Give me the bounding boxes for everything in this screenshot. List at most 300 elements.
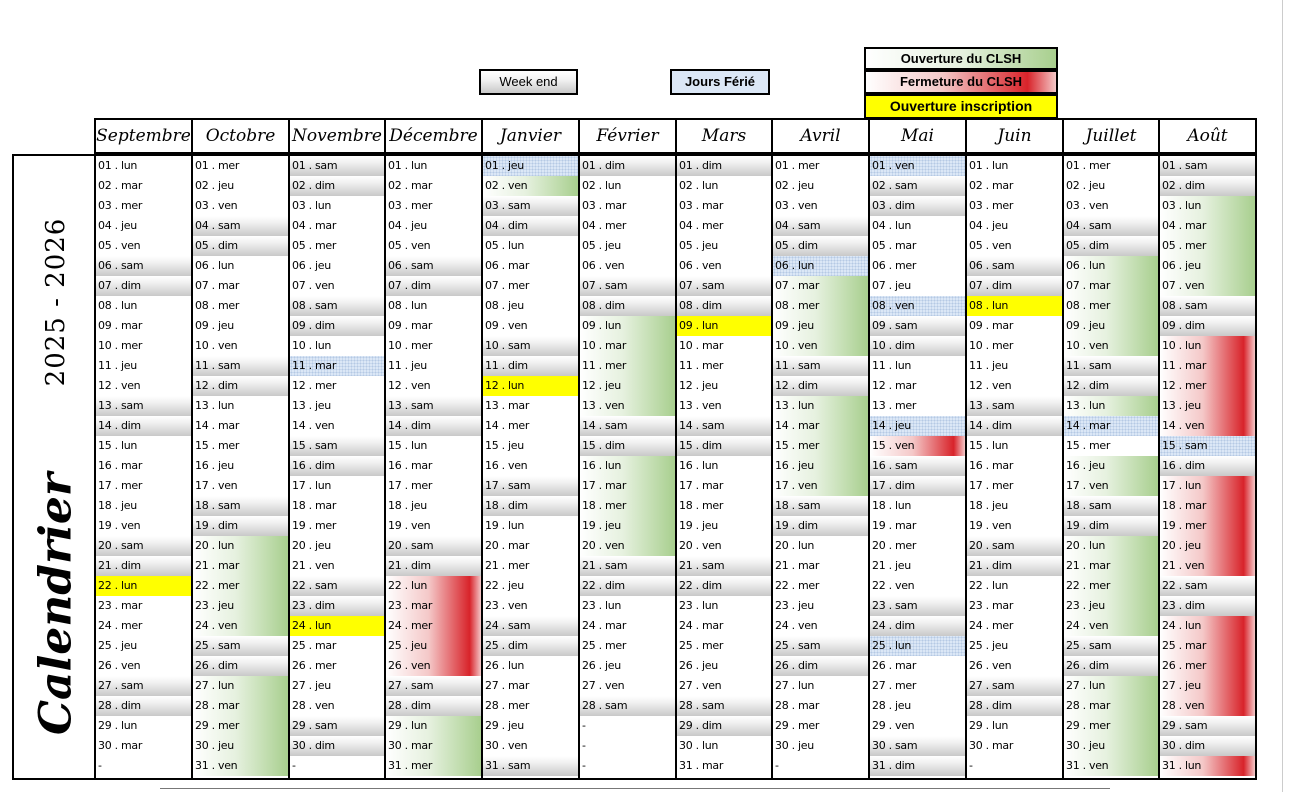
day-cell: 28 . dim <box>386 696 481 716</box>
day-cell: 22 . ven <box>872 579 915 592</box>
day-cell: 21 . mar <box>193 556 288 576</box>
day-cell: 20 . lun <box>193 536 288 556</box>
day-cell: 03 . mer <box>388 199 433 212</box>
day-cell: 28 . sam <box>580 696 675 716</box>
day-cell: 29 . dim <box>677 716 771 736</box>
day-cell: 26 . dim <box>193 656 288 676</box>
day-cell: 28 . ven <box>292 699 335 712</box>
day-cell: 26 . lun <box>485 659 525 672</box>
day-cell: 09 . jeu <box>773 316 868 336</box>
day-cell: 13 . jeu <box>292 399 331 412</box>
empty-day-cell: - <box>775 759 779 772</box>
day-cell: 24 . lun <box>1160 616 1255 636</box>
day-cell: 26 . mer <box>1160 656 1255 676</box>
day-cell: 02 . dim <box>290 176 384 196</box>
day-cell: 17 . dim <box>870 476 965 496</box>
month-column <box>481 154 580 780</box>
day-cell: 08 . lun <box>98 299 138 312</box>
day-cell: 01 . lun <box>388 159 428 172</box>
month-header: Novembre <box>288 118 386 154</box>
day-cell: 25 . mar <box>1160 636 1255 656</box>
day-cell: 04 . mer <box>582 219 627 232</box>
day-cell: 23 . dim <box>1160 596 1255 616</box>
day-cell: 20 . mer <box>872 539 917 552</box>
day-cell: 24 . sam <box>483 616 578 636</box>
day-cell: 18 . sam <box>193 496 288 516</box>
day-cell: 14 . mar <box>1064 416 1158 436</box>
day-cell: 23 . mar <box>386 596 481 616</box>
day-cell: 05 . ven <box>388 239 431 252</box>
day-cell: 21 . sam <box>677 556 771 576</box>
day-cell: 02 . jeu <box>1066 179 1105 192</box>
day-cell: 22 . dim <box>677 576 771 596</box>
day-cell: 20 . lun <box>775 539 815 552</box>
day-cell: 21 . ven <box>1160 556 1255 576</box>
day-cell: 17 . mer <box>388 479 433 492</box>
day-cell: 13 . jeu <box>1160 396 1255 416</box>
day-cell: 09 . lun <box>580 316 675 336</box>
day-cell: 11 . sam <box>193 356 288 376</box>
day-cell: 22 . sam <box>1160 576 1255 596</box>
day-cell: 07 . sam <box>580 276 675 296</box>
day-cell: 13 . lun <box>773 396 868 416</box>
day-cell: 30 . ven <box>485 739 528 752</box>
day-cell: 14 . dim <box>96 416 191 436</box>
day-cell: 16 . jeu <box>195 459 234 472</box>
month-column <box>384 154 483 780</box>
day-cell: 18 . jeu <box>98 499 137 512</box>
day-cell: 05 . jeu <box>582 239 621 252</box>
day-cell: 24 . mar <box>582 619 627 632</box>
day-cell: 23 . mar <box>969 599 1014 612</box>
day-cell: 28 . mar <box>1064 696 1158 716</box>
day-cell: 02 . mar <box>388 179 433 192</box>
day-cell: 18 . mer <box>679 499 724 512</box>
day-cell: 11 . mer <box>580 356 675 376</box>
day-cell: 15 . sam <box>1160 436 1255 456</box>
legend-closed-label: Fermeture du CLSH <box>899 74 1023 89</box>
day-cell: 17 . mar <box>580 476 675 496</box>
day-cell: 03 . mar <box>679 199 724 212</box>
day-cell: 18 . dim <box>483 496 578 516</box>
day-cell: 02 . mar <box>98 179 143 192</box>
day-cell: 26 . jeu <box>582 659 621 672</box>
day-cell: 14 . dim <box>967 416 1062 436</box>
day-cell: 12 . ven <box>98 379 141 392</box>
day-cell: 02 . lun <box>582 179 622 192</box>
legend-holiday-label: Jours Férié <box>684 74 756 89</box>
day-cell: 10 . mar <box>580 336 675 356</box>
day-cell: 11 . jeu <box>969 359 1008 372</box>
day-cell: 17 . ven <box>773 476 868 496</box>
month-header: Février <box>578 118 677 154</box>
day-cell: 17 . mer <box>98 479 143 492</box>
day-cell: 26 . dim <box>773 656 868 676</box>
day-cell: 15 . dim <box>677 436 771 456</box>
day-cell: 28 . mar <box>193 696 288 716</box>
day-cell: 08 . lun <box>388 299 428 312</box>
day-cell: 19 . mer <box>292 519 337 532</box>
day-cell: 29 . lun <box>969 719 1009 732</box>
day-cell: 07 . sam <box>677 276 771 296</box>
day-cell: 25 . dim <box>483 636 578 656</box>
empty-day-cell: - <box>582 739 586 752</box>
day-cell: 11 . jeu <box>388 359 427 372</box>
day-cell: 24 . mer <box>98 619 143 632</box>
day-cell: 19 . ven <box>388 519 431 532</box>
day-cell: 15 . lun <box>98 439 138 452</box>
day-cell: 14 . ven <box>292 419 335 432</box>
day-cell: 04 . dim <box>483 216 578 236</box>
day-cell: 04 . jeu <box>388 219 427 232</box>
day-cell: 05 . mar <box>872 239 917 252</box>
month-header: Octobre <box>191 118 290 154</box>
day-cell: 09 . lun <box>677 316 771 336</box>
day-cell: 26 . ven <box>386 656 481 676</box>
day-cell: 27 . jeu <box>292 679 331 692</box>
day-cell: 26 . ven <box>969 659 1012 672</box>
day-cell: 30 . lun <box>679 739 719 752</box>
month-column <box>1158 154 1257 780</box>
empty-day-cell: - <box>582 759 586 772</box>
day-cell: 01 . sam <box>1160 156 1255 176</box>
day-cell: 12 . mar <box>872 379 917 392</box>
day-cell: 06 . jeu <box>1160 256 1255 276</box>
month-header: Juin <box>965 118 1064 154</box>
day-cell: 28 . ven <box>1160 696 1255 716</box>
day-cell: 26 . dim <box>1064 656 1158 676</box>
day-cell: 12 . jeu <box>580 376 675 396</box>
day-cell: 20 . ven <box>580 536 675 556</box>
day-cell: 18 . mar <box>292 499 337 512</box>
day-cell: 20 . ven <box>679 539 722 552</box>
day-cell: 22 . jeu <box>485 579 524 592</box>
day-cell: 27 . sam <box>386 676 481 696</box>
day-cell: 27 . sam <box>96 676 191 696</box>
day-cell: 26 . jeu <box>679 659 718 672</box>
day-cell: 23 . jeu <box>775 599 814 612</box>
empty-day-cell: - <box>582 719 586 732</box>
day-cell: 05 . dim <box>1064 236 1158 256</box>
day-cell: 21 . dim <box>386 556 481 576</box>
day-cell: 14 . mar <box>773 416 868 436</box>
day-cell: 12 . dim <box>773 376 868 396</box>
day-cell: 10 . mer <box>98 339 143 352</box>
day-cell: 14 . dim <box>386 416 481 436</box>
day-cell: 05 . mer <box>1160 236 1255 256</box>
month-header: Mars <box>675 118 773 154</box>
day-cell: 06 . sam <box>386 256 481 276</box>
day-cell: 10 . ven <box>195 339 238 352</box>
day-cell: 07 . dim <box>386 276 481 296</box>
day-cell: 27 . mar <box>485 679 530 692</box>
day-cell: 16 . lun <box>580 456 675 476</box>
day-cell: 05 . ven <box>969 239 1012 252</box>
day-cell: 09 . dim <box>1160 316 1255 336</box>
day-cell: 17 . mer <box>969 479 1014 492</box>
day-cell: 30 . dim <box>290 736 384 756</box>
day-cell: 28 . mer <box>485 699 530 712</box>
day-cell: 16 . mar <box>388 459 433 472</box>
month-header: Août <box>1158 118 1257 154</box>
day-cell: 09 . jeu <box>195 319 234 332</box>
day-cell: 15 . dim <box>580 436 675 456</box>
day-cell: 19 . mar <box>872 519 917 532</box>
day-cell: 17 . sam <box>483 476 578 496</box>
day-cell: 02 . lun <box>679 179 719 192</box>
day-cell: 08 . jeu <box>485 299 524 312</box>
month-header: Juillet <box>1062 118 1160 154</box>
day-cell: 25 . sam <box>773 636 868 656</box>
empty-day-cell: - <box>98 759 102 772</box>
day-cell: 25 . mer <box>582 639 627 652</box>
day-cell: 21 . ven <box>292 559 335 572</box>
day-cell: 21 . mer <box>485 559 530 572</box>
day-cell: 24 . mer <box>969 619 1014 632</box>
day-cell: 18 . mer <box>580 496 675 516</box>
day-cell: 02 . ven <box>483 176 578 196</box>
day-cell: 30 . jeu <box>1064 736 1158 756</box>
day-cell: 31 . ven <box>1064 756 1158 776</box>
day-cell: 02 . jeu <box>195 179 234 192</box>
day-cell: 10 . mar <box>679 339 724 352</box>
day-cell: 19 . dim <box>773 516 868 536</box>
month-header: Décembre <box>384 118 483 154</box>
legend-open <box>864 47 1058 70</box>
day-cell: 07 . mar <box>773 276 868 296</box>
day-cell: 10 . mer <box>969 339 1014 352</box>
day-cell: 20 . sam <box>96 536 191 556</box>
day-cell: 21 . mar <box>775 559 820 572</box>
month-column <box>965 154 1064 780</box>
day-cell: 13 . lun <box>1064 396 1158 416</box>
day-cell: 19 . jeu <box>580 516 675 536</box>
day-cell: 24 . ven <box>1064 616 1158 636</box>
day-cell: 28 . mar <box>775 699 820 712</box>
day-cell: 23 . sam <box>870 596 965 616</box>
day-cell: 24 . dim <box>870 616 965 636</box>
day-cell: 04 . jeu <box>969 219 1008 232</box>
month-column <box>1062 154 1160 780</box>
empty-day-cell: - <box>292 759 296 772</box>
day-cell: 22 . lun <box>969 579 1009 592</box>
day-cell: 01 . dim <box>580 156 675 176</box>
month-header: Avril <box>771 118 870 154</box>
day-cell: 19 . jeu <box>679 519 718 532</box>
day-cell: 18 . sam <box>1064 496 1158 516</box>
day-cell: 21 . mar <box>1064 556 1158 576</box>
day-cell: 18 . sam <box>773 496 868 516</box>
month-header: Janvier <box>481 118 580 154</box>
day-cell: 13 . lun <box>195 399 235 412</box>
day-cell: 19 . ven <box>969 519 1012 532</box>
day-cell: 21 . jeu <box>872 559 911 572</box>
day-cell: 15 . lun <box>969 439 1009 452</box>
day-cell: 30 . mar <box>98 739 143 752</box>
day-cell: 23 . lun <box>582 599 622 612</box>
day-cell: 08 . lun <box>967 296 1062 316</box>
day-cell: 15 . mer <box>1066 439 1111 452</box>
day-cell: 24 . mer <box>386 616 481 636</box>
month-column <box>578 154 677 780</box>
month-column <box>288 154 386 780</box>
day-cell: 02 . jeu <box>775 179 814 192</box>
day-cell: 11 . jeu <box>98 359 137 372</box>
day-cell: 29 . mer <box>775 719 820 732</box>
legend-closed <box>864 70 1058 94</box>
day-cell: 12 . mer <box>1160 376 1255 396</box>
month-header: Septembre <box>94 118 193 154</box>
day-cell: 11 . lun <box>872 359 912 372</box>
day-cell: 25 . sam <box>193 636 288 656</box>
day-cell: 31 . mer <box>386 756 481 776</box>
day-cell: 01 . lun <box>969 159 1009 172</box>
day-cell: 08 . ven <box>870 296 965 316</box>
day-cell: 09 . mar <box>98 319 143 332</box>
day-cell: 28 . jeu <box>872 699 911 712</box>
day-cell: 17 . ven <box>1064 476 1158 496</box>
day-cell: 04 . sam <box>773 216 868 236</box>
day-cell: 06 . sam <box>967 256 1062 276</box>
day-cell: 01 . mer <box>775 159 820 172</box>
legend-weekend-label: Week end <box>499 74 558 89</box>
day-cell: 26 . mar <box>872 659 917 672</box>
day-cell: 17 . lun <box>292 479 332 492</box>
day-cell: 07 . mer <box>485 279 530 292</box>
day-cell: 16 . sam <box>870 456 965 476</box>
day-cell: 10 . mer <box>388 339 433 352</box>
day-cell: 25 . lun <box>870 636 965 656</box>
day-cell: 15 . jeu <box>485 439 524 452</box>
day-cell: 17 . ven <box>195 479 238 492</box>
day-cell: 18 . mar <box>1160 496 1255 516</box>
day-cell: 07 . dim <box>967 276 1062 296</box>
day-cell: 29 . sam <box>1160 716 1255 736</box>
day-cell: 25 . jeu <box>386 636 481 656</box>
day-cell: 26 . ven <box>98 659 141 672</box>
day-cell: 04 . lun <box>872 219 912 232</box>
day-cell: 01 . dim <box>677 156 771 176</box>
day-cell: 05 . jeu <box>679 239 718 252</box>
day-cell: 31 . mar <box>679 759 724 772</box>
day-cell: 10 . sam <box>483 336 578 356</box>
day-cell: 13 . mar <box>485 399 530 412</box>
day-cell: 31 . sam <box>483 756 578 776</box>
day-cell: 11 . dim <box>483 356 578 376</box>
day-cell: 22 . sam <box>290 576 384 596</box>
month-column <box>675 154 773 780</box>
day-cell: 11 . sam <box>1064 356 1158 376</box>
day-cell: 02 . sam <box>870 176 965 196</box>
day-cell: 20 . lun <box>1064 536 1158 556</box>
day-cell: 02 . dim <box>1160 176 1255 196</box>
day-cell: 03 . dim <box>870 196 965 216</box>
day-cell: 22 . mer <box>193 576 288 596</box>
day-cell: 23 . jeu <box>193 596 288 616</box>
page-edge-line <box>1282 0 1283 792</box>
legend-holiday <box>670 69 770 95</box>
day-cell: 01 . mer <box>1066 159 1111 172</box>
day-cell: 09 . sam <box>870 316 965 336</box>
day-cell: 03 . lun <box>1160 196 1255 216</box>
day-cell: 06 . lun <box>773 256 868 276</box>
day-cell: 28 . dim <box>96 696 191 716</box>
day-cell: 20 . sam <box>386 536 481 556</box>
legend-open-label: Ouverture du CLSH <box>900 51 1022 66</box>
day-cell: 06 . lun <box>1064 256 1158 276</box>
day-cell: 17 . lun <box>1160 476 1255 496</box>
day-cell: 03 . mer <box>969 199 1014 212</box>
day-cell: 03 . mer <box>98 199 143 212</box>
day-cell: 11 . mar <box>290 356 384 376</box>
day-cell: 05 . dim <box>773 236 868 256</box>
day-cell: 12 . mer <box>292 379 337 392</box>
day-cell: 13 . ven <box>679 399 722 412</box>
day-cell: 30 . jeu <box>193 736 288 756</box>
bottom-rule <box>160 788 1110 789</box>
day-cell: 19 . ven <box>98 519 141 532</box>
day-cell: 19 . lun <box>485 519 525 532</box>
day-cell: 24 . lun <box>290 616 384 636</box>
day-cell: 24 . ven <box>193 616 288 636</box>
day-cell: 14 . mar <box>195 419 240 432</box>
day-cell: 25 . mar <box>292 639 337 652</box>
day-cell: 10 . dim <box>870 336 965 356</box>
day-cell: 04 . mar <box>292 219 337 232</box>
day-cell: 12 . lun <box>483 376 578 396</box>
day-cell: 27 . ven <box>582 679 625 692</box>
month-column <box>771 154 870 780</box>
day-cell: 22 . lun <box>386 576 481 596</box>
day-cell: 09 . mar <box>969 319 1014 332</box>
day-cell: 07 . ven <box>1160 276 1255 296</box>
day-cell: 06 . jeu <box>292 259 331 272</box>
day-cell: 10 . lun <box>1160 336 1255 356</box>
day-cell: 01 . lun <box>98 159 138 172</box>
day-cell: 18 . lun <box>872 499 912 512</box>
day-cell: 12 . ven <box>969 379 1012 392</box>
day-cell: 06 . ven <box>679 259 722 272</box>
day-cell: 10 . lun <box>292 339 332 352</box>
day-cell: 21 . sam <box>580 556 675 576</box>
day-cell: 03 . ven <box>775 199 818 212</box>
day-cell: 20 . sam <box>967 536 1062 556</box>
day-cell: 03 . ven <box>1066 199 1109 212</box>
day-cell: 08 . dim <box>580 296 675 316</box>
day-cell: 09 . jeu <box>1064 316 1158 336</box>
day-cell: 23 . jeu <box>1064 596 1158 616</box>
day-cell: 23 . lun <box>679 599 719 612</box>
day-cell: 16 . mar <box>98 459 143 472</box>
day-cell: 07 . dim <box>96 276 191 296</box>
day-cell: 19 . mer <box>1160 516 1255 536</box>
day-cell: 25 . jeu <box>98 639 137 652</box>
day-cell: 03 . mar <box>582 199 627 212</box>
day-cell: 14 . sam <box>677 416 771 436</box>
day-cell: 15 . mer <box>195 439 240 452</box>
calendar-title: Calendrier <box>30 472 82 736</box>
month-column <box>868 154 967 780</box>
day-cell: 29 . sam <box>290 716 384 736</box>
day-cell: 09 . ven <box>485 319 528 332</box>
legend-registration-label: Ouverture inscription <box>889 98 1033 114</box>
day-cell: 27 . lun <box>775 679 815 692</box>
day-cell: 16 . ven <box>485 459 528 472</box>
day-cell: 13 . sam <box>967 396 1062 416</box>
day-cell: 27 . lun <box>193 676 288 696</box>
day-cell: 29 . lun <box>98 719 138 732</box>
day-cell: 27 . ven <box>679 679 722 692</box>
